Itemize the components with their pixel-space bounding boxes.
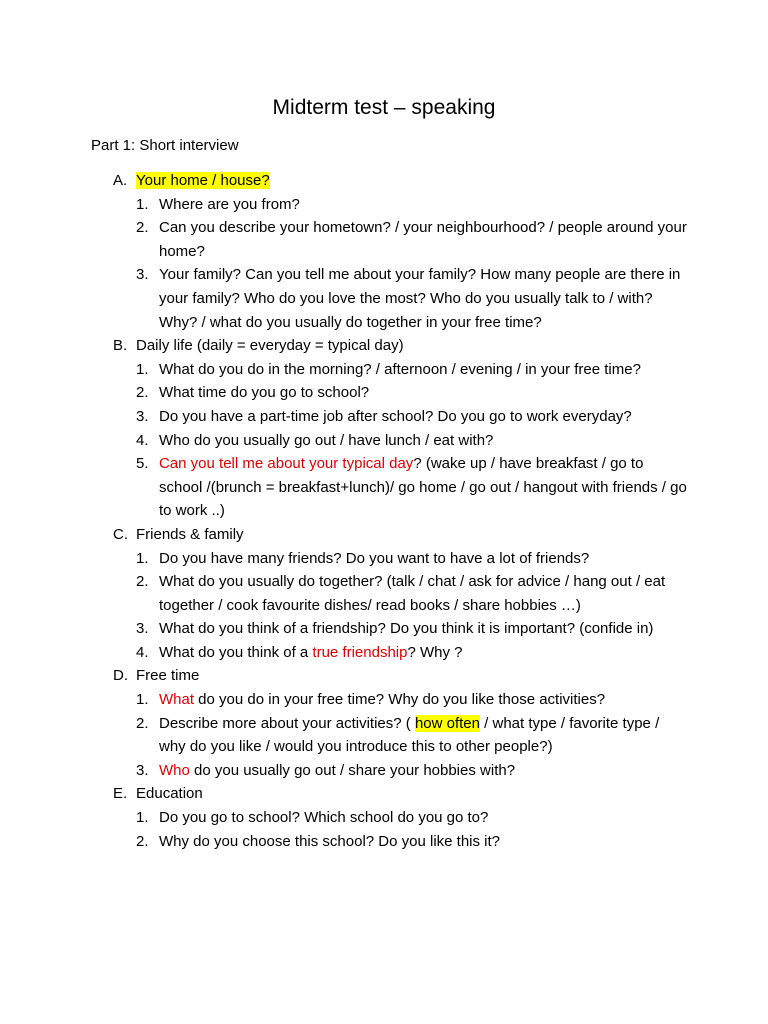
question-list — [0, 169, 768, 853]
item-number: 1. — [136, 691, 149, 709]
section-title: Your home / house? — [136, 172, 270, 189]
section-title: Education — [136, 785, 203, 803]
item-text: Why do you choose this school? Do you like this it? — [159, 832, 501, 850]
question-item — [0, 712, 768, 759]
question-item — [0, 547, 768, 571]
section-heading-a — [0, 169, 768, 193]
item-text: Describe more about your activities? ( — [159, 714, 415, 732]
item-number: 4. — [136, 643, 149, 661]
item-number: 3. — [136, 620, 149, 638]
emphasis-text: Can you tell me about your typical day — [159, 455, 414, 473]
item-text: What do you usually do together? (talk / chat / ask for advice / hang out / eat together / cook favourite dishes/ read books / share hobbies …) — [159, 573, 666, 614]
question-item — [0, 452, 768, 523]
item-number: 1. — [136, 809, 149, 827]
item-number: 2. — [136, 219, 149, 237]
item-number: 3. — [136, 761, 149, 779]
emphasis-text: true friendship — [312, 643, 408, 661]
item-text: do you usually go out / share your hobbies with? — [189, 761, 516, 779]
item-text: Do you have many friends? Do you want to have a lot of friends? — [159, 549, 590, 567]
item-number: 1. — [136, 549, 149, 567]
item-text: ? (wake up / have breakfast / go to school /(brunch = breakfast+lunch)/ go home / go out / hangout with friends / go to work ..) — [159, 455, 687, 520]
question-item — [0, 263, 768, 334]
question-item — [0, 358, 768, 382]
section-heading-d — [0, 664, 768, 688]
item-text: Do you have a part-time job after school? Do you go to work everyday? — [159, 407, 632, 425]
item-text: Can you describe your hometown? / your neighbourhood? / people around your home? — [159, 219, 687, 260]
item-number: 2. — [136, 832, 149, 850]
question-item — [0, 429, 768, 453]
question-item — [0, 216, 768, 263]
item-text: do you do in your free time? Why do you like those activities? — [194, 691, 606, 709]
emphasis-text: Who — [159, 761, 190, 779]
section-heading-b — [0, 334, 768, 358]
question-item — [0, 806, 768, 830]
section-letter: C. — [113, 525, 128, 543]
item-number: 1. — [136, 360, 149, 378]
emphasis-text: What — [159, 691, 195, 709]
item-text: ? Why ? — [407, 643, 463, 661]
item-number: 1. — [136, 195, 149, 213]
part-heading: Part 1: Short interview — [91, 137, 239, 154]
item-number: 4. — [136, 431, 149, 449]
question-item — [0, 759, 768, 783]
item-text: Your family? Can you tell me about your family? How many people are there in your family? Who do you love the most? Who do you usually talk to / with? Why? / what do you usually do together in your free time? — [159, 266, 681, 331]
section-letter: D. — [113, 667, 128, 685]
question-item — [0, 688, 768, 712]
section-letter: A. — [113, 172, 128, 189]
question-item — [0, 617, 768, 641]
item-number: 3. — [136, 266, 149, 284]
question-item — [0, 193, 768, 217]
section-title: Free time — [136, 667, 200, 685]
section-heading-e — [0, 782, 768, 806]
question-item — [0, 405, 768, 429]
section-letter: E. — [113, 785, 128, 803]
page-title: Midterm test – speaking — [272, 96, 496, 119]
item-number: 2. — [136, 573, 149, 591]
item-number: 2. — [136, 714, 149, 732]
item-text: Do you go to school? Which school do you go to? — [159, 809, 489, 827]
item-text: What do you think of a friendship? Do you think it is important? (confide in) — [159, 620, 654, 638]
item-text: What do you do in the morning? / afternoon / evening / in your free time? — [159, 360, 641, 378]
highlighted-text: how often — [414, 714, 480, 732]
section-letter: B. — [113, 337, 128, 355]
section-title: Friends & family — [136, 525, 244, 543]
item-number: 5. — [136, 455, 149, 473]
item-text: Who do you usually go out / have lunch / eat with? — [159, 431, 494, 449]
item-text: / what type / favorite type / why do you like / would you introduce this to other people?) — [159, 714, 660, 756]
section-title: Daily life (daily = everyday = typical day) — [136, 337, 404, 355]
item-text: What time do you go to school? — [159, 384, 370, 402]
question-item — [0, 381, 768, 405]
question-item — [0, 641, 768, 665]
question-item — [0, 570, 768, 617]
item-number: 2. — [136, 384, 149, 402]
section-heading-c — [0, 523, 768, 547]
question-item — [0, 830, 768, 854]
item-number: 3. — [136, 407, 149, 425]
item-text: What do you think of a — [159, 643, 313, 661]
item-text: Where are you from? — [159, 195, 300, 213]
